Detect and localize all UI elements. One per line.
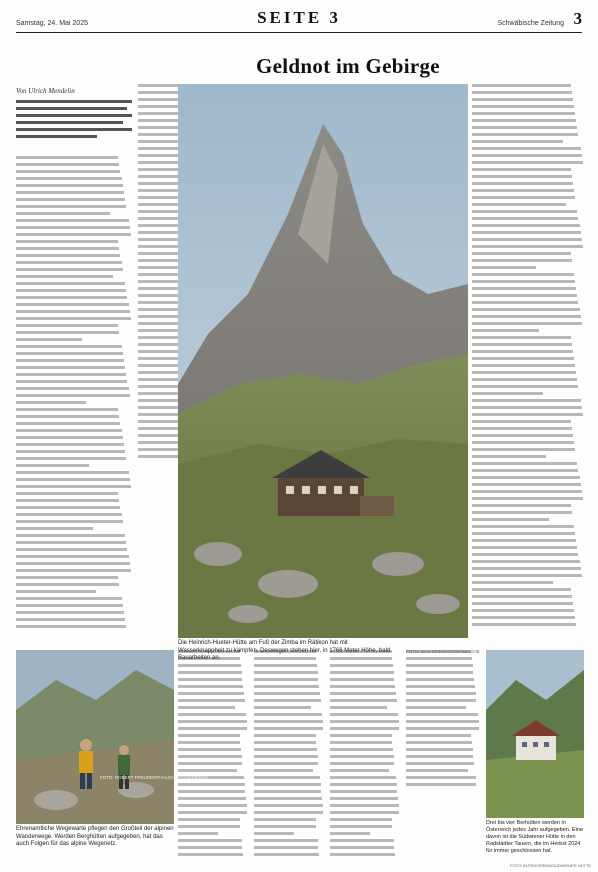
text-line <box>472 511 572 514</box>
text-line <box>16 436 123 439</box>
text-line <box>472 525 574 528</box>
text-line <box>330 776 396 779</box>
text-line <box>472 588 571 591</box>
text-line <box>16 492 118 495</box>
text-line <box>254 818 316 821</box>
text-line <box>330 832 370 835</box>
text-line <box>16 373 126 376</box>
text-line <box>16 590 96 593</box>
text-line <box>472 294 577 297</box>
lead-paragraph <box>16 100 132 148</box>
text-line <box>472 392 543 395</box>
main-photo-mountain-hut <box>178 84 468 638</box>
text-line <box>330 734 392 737</box>
text-line <box>472 427 572 430</box>
text-line <box>16 359 124 362</box>
text-line <box>178 853 243 856</box>
text-line <box>16 296 127 299</box>
text-line <box>16 324 118 327</box>
text-line <box>16 520 123 523</box>
text-line <box>472 490 582 493</box>
text-line <box>472 273 574 276</box>
text-line <box>330 790 397 793</box>
text-line <box>330 699 397 702</box>
text-line <box>254 727 323 730</box>
photo-trail-workers <box>16 650 174 824</box>
text-line <box>472 413 583 416</box>
text-line <box>472 504 571 507</box>
text-line <box>254 720 323 723</box>
text-line <box>16 534 125 537</box>
text-line <box>254 748 317 751</box>
text-line <box>472 476 580 479</box>
text-line <box>472 217 578 220</box>
text-line <box>406 762 474 765</box>
text-line <box>406 755 473 758</box>
text-line <box>472 224 580 227</box>
trail-workers-caption: Ehrenamtliche Wegewarte pflegen den Großteil der alpinen Wanderwege. Werden Berghütten aufgegeben, hat das auch Folgen für das alpine Wegenetz. <box>16 826 174 847</box>
text-line <box>16 394 130 397</box>
text-line <box>254 741 316 744</box>
text-line <box>16 205 126 208</box>
trail-workers-credit: FOTO: ROBERT FREUDENTHAL/DAV/GYSEMBERG <box>100 775 209 780</box>
text-line <box>472 245 583 248</box>
text-line <box>406 720 479 723</box>
text-line <box>406 706 466 709</box>
text-line <box>178 818 240 821</box>
text-line <box>254 853 319 856</box>
text-line <box>472 203 566 206</box>
text-line <box>330 664 393 667</box>
text-line <box>406 769 468 772</box>
text-line <box>330 713 398 716</box>
text-line <box>472 182 573 185</box>
text-line <box>16 261 122 264</box>
text-line <box>254 678 318 681</box>
text-line <box>254 755 318 758</box>
body-column-5 <box>254 650 324 862</box>
text-line <box>16 317 131 320</box>
text-line <box>178 839 242 842</box>
text-line <box>472 147 581 150</box>
text-line <box>472 91 572 94</box>
text-line <box>178 790 245 793</box>
body-column-3 <box>472 84 584 636</box>
text-line <box>472 420 571 423</box>
text-line <box>254 811 323 814</box>
text-line <box>254 692 320 695</box>
text-line <box>16 527 93 530</box>
text-line <box>16 401 86 404</box>
text-line <box>472 112 575 115</box>
text-line <box>472 378 577 381</box>
text-line <box>178 748 241 751</box>
text-line <box>178 692 244 695</box>
text-line <box>16 177 122 180</box>
text-line <box>254 804 323 807</box>
text-line <box>472 189 574 192</box>
text-line <box>16 387 129 390</box>
issue-date: Samstag, 24. Mai 2025 <box>16 20 88 27</box>
text-line <box>16 282 125 285</box>
text-line <box>16 191 124 194</box>
text-line <box>330 727 399 730</box>
text-line <box>406 748 473 751</box>
newspaper-name: Schwäbische Zeitung <box>497 20 564 27</box>
text-line <box>178 664 241 667</box>
section-title: SEITE 3 <box>257 8 341 27</box>
text-line <box>178 769 237 772</box>
text-line <box>406 783 476 786</box>
text-line <box>472 98 573 101</box>
text-line <box>330 783 397 786</box>
text-line <box>472 301 578 304</box>
text-line <box>472 336 571 339</box>
text-line <box>254 825 316 828</box>
text-line <box>472 595 572 598</box>
text-line <box>16 366 125 369</box>
text-line <box>472 196 575 199</box>
text-line <box>472 308 580 311</box>
text-line <box>16 254 120 257</box>
text-line <box>16 408 118 411</box>
text-line <box>472 371 576 374</box>
page-number: 3 <box>573 9 582 28</box>
text-line <box>472 448 575 451</box>
text-line <box>16 541 126 544</box>
text-line <box>472 532 575 535</box>
text-line <box>178 846 242 849</box>
text-line <box>330 755 394 758</box>
text-line <box>472 252 571 255</box>
text-line <box>16 429 122 432</box>
text-line <box>406 671 473 674</box>
article-headline: Geldnot im Gebirge <box>256 54 440 78</box>
text-line <box>472 259 572 262</box>
text-line <box>472 434 573 437</box>
text-line <box>472 441 574 444</box>
text-line <box>330 706 387 709</box>
text-line <box>330 811 399 814</box>
text-line <box>472 553 578 556</box>
text-line <box>16 485 131 488</box>
text-line <box>472 84 571 87</box>
text-line <box>472 497 583 500</box>
text-line <box>178 713 246 716</box>
text-line <box>16 555 129 558</box>
text-line <box>16 331 119 334</box>
text-line <box>254 699 321 702</box>
text-line <box>472 581 553 584</box>
body-column-4 <box>178 650 248 862</box>
text-line <box>472 609 574 612</box>
text-line <box>472 567 581 570</box>
text-line <box>472 126 577 129</box>
text-line <box>178 699 245 702</box>
text-line <box>472 161 583 164</box>
text-line <box>16 338 82 341</box>
text-line <box>16 275 113 278</box>
text-line <box>254 671 318 674</box>
text-line <box>472 462 577 465</box>
text-line <box>178 706 235 709</box>
text-line <box>330 685 395 688</box>
text-line <box>472 105 574 108</box>
text-line <box>406 685 475 688</box>
text-line <box>16 569 131 572</box>
text-line <box>472 385 578 388</box>
text-line <box>472 546 577 549</box>
text-line <box>16 513 122 516</box>
text-line <box>472 140 563 143</box>
text-line <box>472 518 549 521</box>
text-line <box>472 560 580 563</box>
text-line <box>472 616 575 619</box>
text-line <box>254 846 318 849</box>
text-line <box>472 343 572 346</box>
text-line <box>330 748 393 751</box>
text-line <box>178 678 242 681</box>
text-line <box>16 233 131 236</box>
main-photo-credit: FOTO: MAX ODER/SCHWÄBISCHE <box>406 649 480 654</box>
article-byline: Von Ulrich Mendelin <box>16 87 75 95</box>
text-line <box>254 706 311 709</box>
text-line <box>472 266 536 269</box>
text-line <box>406 657 472 660</box>
text-line <box>406 678 474 681</box>
text-line <box>254 790 321 793</box>
text-line <box>472 238 582 241</box>
text-line <box>254 664 317 667</box>
text-line <box>406 713 478 716</box>
text-line <box>330 720 399 723</box>
text-line <box>472 406 582 409</box>
text-line <box>330 797 398 800</box>
text-line <box>16 268 123 271</box>
suedwiener-huette-caption: Drei bis vier Berhütten werden in Österreich jedes Jahr aufgegeben. Eine davon ist die Südwiener Hütte in den Radstädter Tauern, die im Herbst 2024 für immer geschlossen hat. <box>486 820 583 854</box>
text-line <box>472 364 575 367</box>
text-line <box>16 583 119 586</box>
text-line <box>472 119 576 122</box>
main-photo-caption: Die Heinrich-Hueter-Hütte am Fuß der Zimba im Rätikon hat mit Wasserknappheit zu kämpfen. Deswegen stehen hier, in 1766 Meter Höhe, bald Bauarbeiten an. <box>178 640 391 661</box>
text-line <box>254 783 321 786</box>
text-line <box>16 247 119 250</box>
text-line <box>472 231 581 234</box>
text-line <box>16 240 118 243</box>
text-line <box>254 734 316 737</box>
text-line <box>406 699 476 702</box>
text-line <box>330 769 389 772</box>
text-line <box>472 133 578 136</box>
masthead <box>16 6 582 33</box>
text-line <box>16 303 129 306</box>
text-line <box>16 422 120 425</box>
text-line <box>254 769 313 772</box>
text-line <box>16 380 127 383</box>
text-line <box>472 483 581 486</box>
text-line <box>16 198 125 201</box>
text-line <box>16 457 126 460</box>
text-line <box>472 175 572 178</box>
text-line <box>330 762 394 765</box>
text-line <box>16 415 119 418</box>
text-line <box>178 811 247 814</box>
text-line <box>330 825 392 828</box>
text-line <box>254 762 318 765</box>
text-line <box>254 797 322 800</box>
text-line <box>330 818 392 821</box>
text-line <box>472 315 581 318</box>
text-line <box>16 345 122 348</box>
text-line <box>178 755 242 758</box>
text-line <box>16 310 130 313</box>
body-column-6 <box>330 650 400 862</box>
text-line <box>16 562 130 565</box>
text-line <box>472 574 582 577</box>
text-line <box>16 625 126 628</box>
text-line <box>16 289 126 292</box>
text-line <box>16 184 123 187</box>
text-line <box>254 685 319 688</box>
text-line <box>472 623 576 626</box>
text-line <box>16 219 129 222</box>
text-line <box>254 832 294 835</box>
text-line <box>472 399 581 402</box>
text-line <box>16 576 118 579</box>
text-line <box>472 602 573 605</box>
text-line <box>472 280 575 283</box>
text-line <box>178 783 245 786</box>
photo-suedwiener-huette <box>486 650 584 818</box>
text-line <box>472 322 582 325</box>
text-line <box>16 226 130 229</box>
text-line <box>406 664 473 667</box>
text-line <box>16 464 89 467</box>
text-line <box>178 797 246 800</box>
text-line <box>178 832 218 835</box>
text-line <box>16 450 125 453</box>
text-line <box>16 471 129 474</box>
text-line <box>330 839 394 842</box>
text-line <box>16 506 120 509</box>
suedwiener-huette-credit: FOTO: ALPENVEREIN/SÜDWIENER HÜTTE <box>510 863 592 868</box>
text-line <box>330 853 395 856</box>
text-line <box>16 212 110 215</box>
text-line <box>178 734 240 737</box>
text-line <box>16 604 123 607</box>
text-line <box>16 170 120 173</box>
text-line <box>472 539 576 542</box>
body-column-1 <box>16 156 132 632</box>
text-line <box>472 168 571 171</box>
text-line <box>472 210 577 213</box>
text-line <box>406 741 472 744</box>
text-line <box>472 350 573 353</box>
text-line <box>330 671 394 674</box>
text-line <box>16 618 125 621</box>
text-line <box>16 611 124 614</box>
text-line <box>254 839 318 842</box>
text-line <box>16 499 119 502</box>
text-line <box>16 478 130 481</box>
text-line <box>16 548 127 551</box>
text-line <box>178 720 247 723</box>
text-line <box>472 357 574 360</box>
text-line <box>178 804 247 807</box>
text-line <box>406 734 471 737</box>
text-line <box>178 825 240 828</box>
body-column-7 <box>406 650 480 792</box>
text-line <box>178 762 242 765</box>
text-line <box>406 692 476 695</box>
text-line <box>472 469 578 472</box>
text-line <box>330 804 399 807</box>
text-line <box>16 156 118 159</box>
text-line <box>330 741 392 744</box>
text-line <box>406 727 479 730</box>
text-line <box>330 846 394 849</box>
text-line <box>472 329 539 332</box>
text-line <box>472 287 576 290</box>
text-line <box>16 443 124 446</box>
text-line <box>254 713 322 716</box>
text-line <box>406 776 476 779</box>
text-line <box>330 692 396 695</box>
text-line <box>16 597 122 600</box>
text-line <box>472 154 582 157</box>
text-line <box>178 671 242 674</box>
text-line <box>472 455 546 458</box>
text-line <box>178 727 247 730</box>
text-line <box>178 741 240 744</box>
text-line <box>16 352 123 355</box>
text-line <box>178 685 243 688</box>
text-line <box>16 163 119 166</box>
text-line <box>254 776 320 779</box>
text-line <box>330 678 394 681</box>
